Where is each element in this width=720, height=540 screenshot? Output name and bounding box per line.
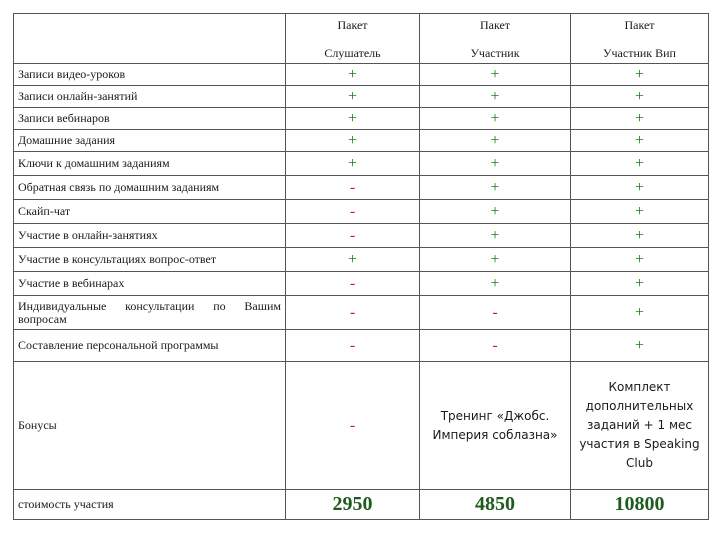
row-label: стоимость участия — [14, 490, 286, 520]
pricing-table — [13, 13, 709, 520]
row-label: Записи вебинаров — [14, 108, 286, 130]
cell-value: - — [286, 272, 420, 296]
table-row — [14, 86, 709, 108]
table-row — [14, 200, 709, 224]
table-row — [14, 272, 709, 296]
row-label: Участие в консультациях вопрос-ответ — [14, 248, 286, 272]
table-row — [14, 108, 709, 130]
row-label: Скайп-чат — [14, 200, 286, 224]
price-value: 10800 — [571, 490, 709, 520]
row-label: Индивидуальные консультации по Вашим вопросам — [14, 296, 286, 330]
price-row — [14, 490, 709, 520]
cell-value: + — [420, 248, 571, 272]
cell-value: + — [571, 108, 709, 130]
cell-value: + — [420, 130, 571, 152]
header-top: Пакет — [624, 17, 655, 32]
table-row — [14, 176, 709, 200]
cell-value: - — [286, 330, 420, 362]
cell-value: + — [420, 86, 571, 108]
cell-value: + — [571, 248, 709, 272]
cell-value: + — [286, 152, 420, 176]
cell-value: + — [571, 272, 709, 296]
cell-value: + — [286, 248, 420, 272]
table-row — [14, 330, 709, 362]
row-label: Участие в онлайн-занятиях — [14, 224, 286, 248]
bonus-training: Тренинг «Джобс. Империя соблазна» — [420, 362, 571, 490]
column-header-listener — [286, 14, 420, 64]
table-row — [14, 296, 709, 330]
column-header-participant — [420, 14, 571, 64]
cell-value: + — [286, 130, 420, 152]
cell-value: + — [571, 200, 709, 224]
header-bottom: Участник Вип — [603, 45, 676, 60]
header-top: Пакет — [479, 17, 511, 32]
cell-value: + — [571, 330, 709, 362]
cell-value: - — [286, 176, 420, 200]
row-label: Домашние задания — [14, 130, 286, 152]
price-value: 2950 — [286, 490, 420, 520]
table-row — [14, 64, 709, 86]
cell-value: + — [420, 152, 571, 176]
header-top: Пакет — [337, 17, 368, 32]
row-label: Обратная связь по домашним заданиям — [14, 176, 286, 200]
cell-value: + — [571, 224, 709, 248]
cell-value: - — [420, 296, 571, 330]
bonus-vip: Комплект дополнительных заданий + 1 мес участия в Speaking Club — [571, 362, 709, 490]
cell-value: + — [571, 176, 709, 200]
cell-value: - — [286, 200, 420, 224]
bonus-row — [14, 362, 709, 490]
header-row — [14, 14, 709, 64]
cell-value: - — [286, 296, 420, 330]
cell-value: + — [420, 224, 571, 248]
cell-value: - — [286, 362, 420, 490]
row-label: Участие в вебинарах — [14, 272, 286, 296]
cell-value: + — [286, 64, 420, 86]
header-bottom: Участник — [470, 45, 520, 60]
cell-value: + — [286, 86, 420, 108]
cell-value: + — [286, 108, 420, 130]
table-row — [14, 224, 709, 248]
row-label: Составление персональной программы — [14, 330, 286, 362]
cell-value: + — [420, 200, 571, 224]
row-label: Ключи к домашним заданиям — [14, 152, 286, 176]
cell-value: + — [571, 296, 709, 330]
cell-value: - — [286, 224, 420, 248]
row-label: Записи видео-уроков — [14, 64, 286, 86]
cell-value: + — [420, 108, 571, 130]
table-row — [14, 130, 709, 152]
cell-value: + — [571, 130, 709, 152]
table-row — [14, 248, 709, 272]
corner-cell — [14, 14, 286, 64]
cell-value: + — [571, 86, 709, 108]
header-bottom: Слушатель — [324, 45, 381, 60]
cell-value: + — [571, 64, 709, 86]
column-header-vip — [571, 14, 709, 64]
row-label: Бонусы — [14, 362, 286, 490]
cell-value: + — [420, 176, 571, 200]
table-row — [14, 152, 709, 176]
price-value: 4850 — [420, 490, 571, 520]
cell-value: + — [571, 152, 709, 176]
cell-value: - — [420, 330, 571, 362]
cell-value: + — [420, 64, 571, 86]
row-label: Записи онлайн-занятий — [14, 86, 286, 108]
cell-value: + — [420, 272, 571, 296]
